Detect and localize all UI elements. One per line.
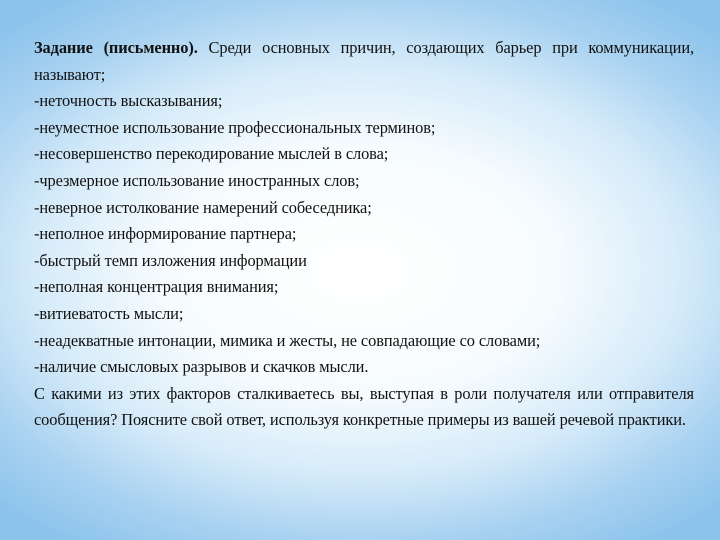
task-heading: Задание (письменно). bbox=[34, 38, 198, 57]
question-paragraph: С какими из этих факторов сталкиваетесь вы, выступая в роли получателя или отправителя сообщения? Поясните свой ответ, используя конкретные примеры из вашей речевой практики. bbox=[34, 383, 694, 430]
barrier-item: -несовершенство перекодирование мыслей в слова; bbox=[34, 144, 389, 164]
barrier-item: -неадекватные интонации, мимика и жесты, не совпадающие со словами; bbox=[34, 330, 541, 350]
barrier-item: -неточность высказывания; bbox=[34, 91, 223, 111]
barrier-item: -неуместное использование профессиональных терминов; bbox=[34, 117, 436, 137]
slide-content bbox=[34, 35, 694, 434]
barrier-item: -наличие смысловых разрывов и скачков мысли. bbox=[34, 357, 369, 377]
barrier-item: -неполное информирование партнера; bbox=[34, 224, 297, 244]
barrier-item: -витиеватость мысли; bbox=[34, 303, 184, 323]
barrier-item: -быстрый темп изложения информации bbox=[34, 250, 307, 270]
barrier-item: -неверное истолкование намерений собеседника; bbox=[34, 197, 372, 217]
task-paragraph bbox=[34, 35, 694, 88]
barrier-item: -чрезмерное использование иностранных слов; bbox=[34, 170, 360, 190]
barrier-item: -неполная концентрация внимания; bbox=[34, 277, 279, 297]
task-intro: Среди основных причин, создающих барьер при коммуникации, называют; bbox=[34, 38, 695, 84]
